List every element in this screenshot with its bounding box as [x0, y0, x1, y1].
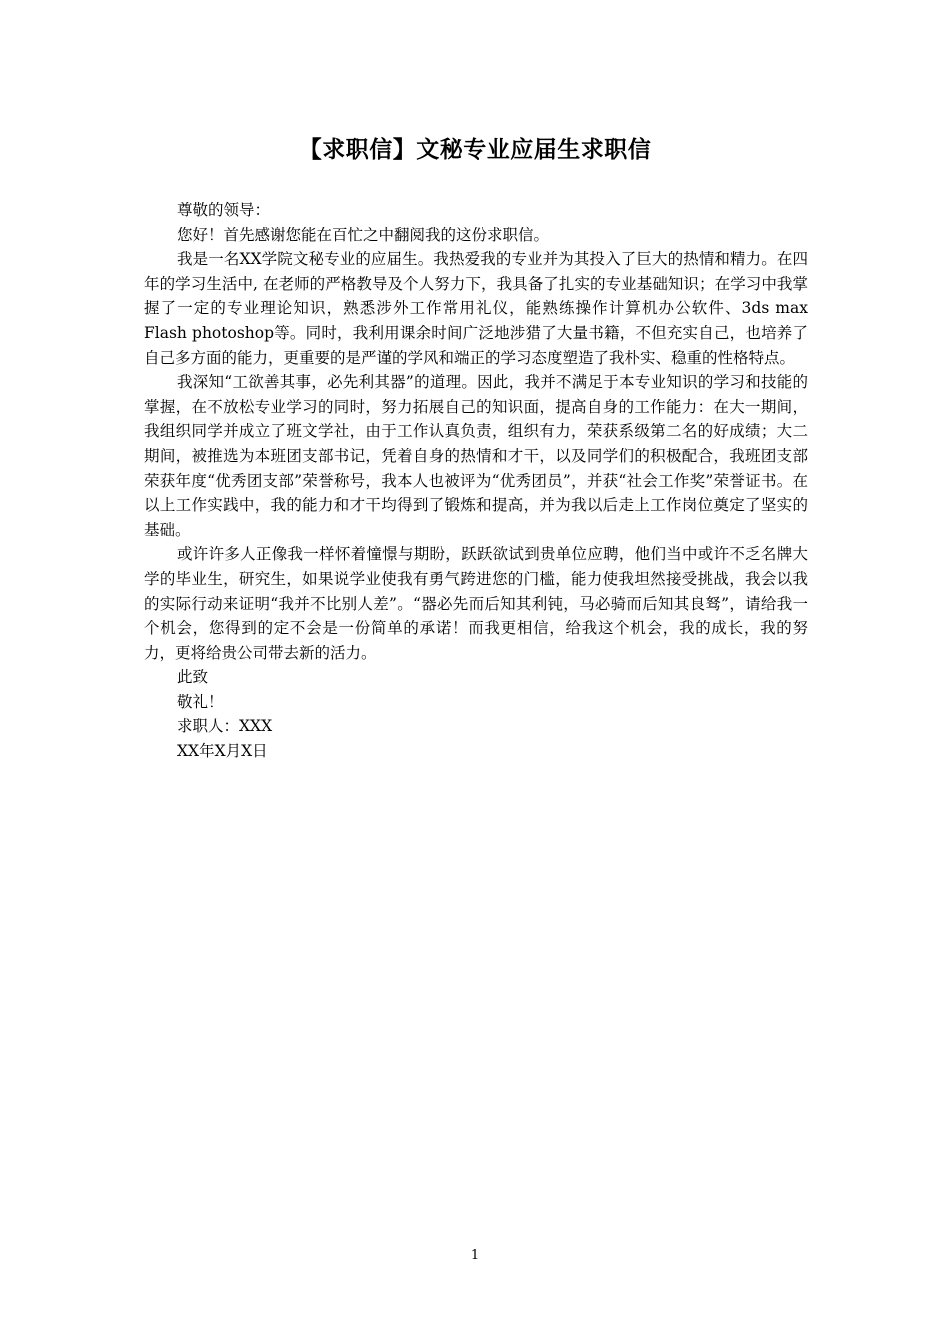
greeting: 您好！首先感谢您能在百忙之中翻阅我的这份求职信。 [177, 225, 550, 244]
signature: 求职人：XXX [177, 717, 273, 736]
document-title: 【求职信】文秘专业应届生求职信 [298, 137, 652, 163]
salutation: 尊敬的领导： [177, 201, 271, 219]
paragraph-experience: 我深知“工欲善其事，必先利其器”的道理。因此，我并不满足于本专业知识的学习和技能的掌握，在不放松专业学习的同时，努力拓展自己的知识面，提高自身的工作能力：在大一期间，我组织同学并成立了班文学社，由于工作认真负责，组织有力，荣获系级第二名的好成绩；大二期间，被推选为本班团支部书记，凭着自身的热情和才干，以及同学们的积极配合，我班团支部荣获年度“优秀团支部”荣誉称号，我本人也被评为“优秀团员”，并获“社会工作奖”荣誉证书。在以上工作实践中，我的能力和才干均得到了锻炼和提高，并为我以后走上工作岗位奠定了坚实的基础。 [144, 373, 808, 539]
closing-salute: 敬礼！ [177, 692, 224, 711]
paragraph-introduction: 我是一名XX学院文秘专业的应届生。我热爱我的专业并为其投入了巨大的热情和精力。在四年的学习生活中, 在老师的严格教导及个人努力下，我具备了扎实的专业基础知识；在学习中我掌握了一定的专业理论知识，熟悉涉外工作常用礼仪，能熟练操作计算机办公软件、3ds max Flash photoshop等。同时，我利用课余时间广泛地涉猎了大量书籍，不但充实自己，也培养了自己多方面的能力，更重要的是严谨的学风和端正的学习态度塑造了我朴实、稳重的性格特点。 [144, 250, 808, 367]
page-number: 1 [470, 1248, 480, 1263]
closing-line: 此致 [177, 668, 209, 687]
paragraph-request: 或许许多人正像我一样怀着憧憬与期盼，跃跃欲试到贵单位应聘，他们当中或许不乏名牌大学的毕业生，研究生，如果说学业使我有勇气跨进您的门槛，能力使我坦然接受挑战，我会以我的实际行动来证明“我并不比别人差”。“器必先而后知其利钝，马必骑而后知其良驽”，请给我一个机会，您得到的定不会是一份简单的承诺！而我更相信，给我这个机会，我的成长，我的努力，更将给贵公司带去新的活力。 [144, 545, 808, 662]
letter-body [144, 198, 808, 764]
letter-date: XX年X月X日 [177, 742, 268, 761]
